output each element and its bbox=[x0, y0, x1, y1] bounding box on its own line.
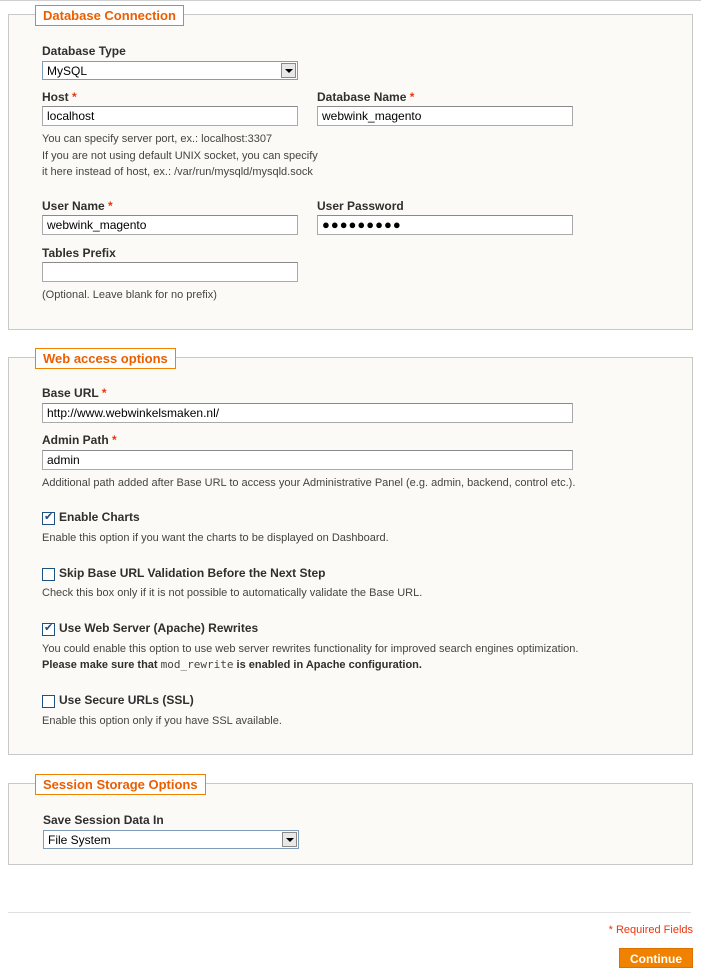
database-name-label: Database Name * bbox=[317, 90, 415, 104]
skip-base-url-validation-hint: Check this box only if it is not possible to automatically validate the Base URL. bbox=[42, 587, 423, 599]
user-name-input[interactable]: webwink_magento bbox=[42, 215, 298, 235]
host-hint-socket-2: it here instead of host, ex.: /var/run/mysqld/mysqld.sock bbox=[42, 166, 313, 178]
user-password-input[interactable]: ●●●●●●●●● bbox=[317, 215, 573, 235]
use-secure-urls-hint: Enable this option only if you have SSL available. bbox=[42, 715, 282, 727]
admin-path-hint: Additional path added after Base URL to access your Administrative Panel (e.g. admin, backend, control etc.). bbox=[42, 477, 576, 489]
session-storage-section bbox=[8, 777, 693, 865]
dropdown-arrow-icon[interactable] bbox=[282, 832, 297, 847]
tables-prefix-label: Tables Prefix bbox=[42, 246, 116, 260]
dropdown-arrow-icon[interactable] bbox=[281, 63, 296, 78]
base-url-label: Base URL * bbox=[42, 386, 107, 400]
required-asterisk: * bbox=[112, 433, 117, 447]
required-asterisk: * bbox=[72, 90, 77, 104]
tables-prefix-input[interactable] bbox=[42, 262, 298, 282]
required-asterisk: * bbox=[108, 199, 113, 213]
use-rewrites-hint: You could enable this option to use web server rewrites functionality for improved search engines optimization. bbox=[42, 643, 579, 655]
host-input[interactable]: localhost bbox=[42, 106, 298, 126]
web-access-section bbox=[8, 351, 693, 755]
save-session-value: File System bbox=[48, 833, 111, 847]
skip-base-url-validation-checkbox[interactable] bbox=[42, 568, 55, 581]
database-type-value: MySQL bbox=[47, 64, 88, 78]
required-fields-note: * Required Fields bbox=[608, 924, 693, 936]
enable-charts-checkbox[interactable] bbox=[42, 512, 55, 525]
enable-charts-label[interactable]: Enable Charts bbox=[59, 510, 140, 524]
web-access-legend: Web access options bbox=[35, 348, 176, 369]
user-name-label: User Name * bbox=[42, 199, 113, 213]
database-type-select[interactable] bbox=[42, 61, 298, 80]
footer-divider bbox=[8, 912, 691, 913]
database-connection-section bbox=[8, 8, 693, 330]
database-type-label: Database Type bbox=[42, 44, 126, 58]
save-session-label: Save Session Data In bbox=[43, 813, 164, 827]
user-password-label: User Password bbox=[317, 199, 404, 213]
admin-path-label: Admin Path * bbox=[42, 433, 117, 447]
use-rewrites-checkbox[interactable] bbox=[42, 623, 55, 636]
database-connection-legend: Database Connection bbox=[35, 5, 184, 26]
admin-path-input[interactable]: admin bbox=[42, 450, 573, 470]
session-storage-legend: Session Storage Options bbox=[35, 774, 206, 795]
use-secure-urls-label[interactable]: Use Secure URLs (SSL) bbox=[59, 693, 194, 707]
use-rewrites-note: Please make sure that mod_rewrite is enabled in Apache configuration. bbox=[42, 658, 422, 671]
host-hint-socket-1: If you are not using default UNIX socket, you can specify bbox=[42, 150, 318, 162]
required-asterisk: * bbox=[409, 90, 415, 104]
skip-base-url-validation-label[interactable]: Skip Base URL Validation Before the Next Step bbox=[59, 566, 326, 580]
host-label: Host * bbox=[42, 90, 77, 104]
use-secure-urls-checkbox[interactable] bbox=[42, 695, 55, 708]
base-url-input[interactable]: http://www.webwinkelsmaken.nl/ bbox=[42, 403, 573, 423]
required-asterisk: * bbox=[101, 386, 107, 400]
continue-button[interactable]: Continue bbox=[619, 948, 693, 968]
check-icon: ✔ bbox=[44, 622, 54, 634]
enable-charts-hint: Enable this option if you want the charts to be displayed on Dashboard. bbox=[42, 532, 389, 544]
top-border bbox=[0, 0, 701, 1]
use-rewrites-label[interactable]: Use Web Server (Apache) Rewrites bbox=[59, 621, 259, 635]
tables-prefix-hint: (Optional. Leave blank for no prefix) bbox=[42, 289, 217, 301]
host-hint-port: You can specify server port, ex.: localhost:3307 bbox=[42, 133, 273, 145]
save-session-select[interactable] bbox=[43, 830, 299, 849]
database-name-input[interactable]: webwink_magento bbox=[317, 106, 573, 126]
check-icon: ✔ bbox=[44, 511, 54, 523]
